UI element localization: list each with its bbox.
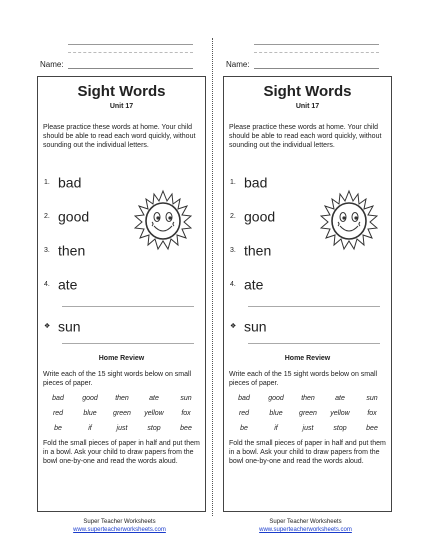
review-word: if [274,425,278,432]
footer [27,518,212,534]
word-item [230,275,263,292]
word-text: ate [244,276,264,293]
review-closing-text: Fold the small pieces of paper in half and put them in a bowl. Ask your child to draw papers from the bowl one-by-one and read the words aloud. [43,440,200,465]
review-word: just [302,425,314,432]
word-item [44,317,81,334]
review-word: fox [181,410,191,417]
unit-label: Unit 17 [109,103,134,110]
separator-line [62,343,194,344]
review-word-row [42,425,202,440]
smiling-sun-icon [134,189,192,251]
word-text: sun [244,318,267,335]
intro-text: Please practice these words at home. Your child should be able to read each word quickly, without sounding out the individual letters. [43,124,196,149]
word-number: 1. [44,178,50,186]
card-title: Sight Words [263,83,352,100]
diamond-bullet-icon: ❖ [44,323,51,331]
review-word: bee [366,425,378,432]
word-number: 3. [44,246,50,254]
review-word: fox [367,410,377,417]
smiling-sun-icon [320,189,378,251]
worksheet-left [27,0,212,550]
review-word: if [88,425,92,432]
word-text: sun [58,318,81,335]
word-text: good [58,208,90,225]
word-item [44,207,89,224]
footer-brand: Super Teacher Worksheets [83,519,156,525]
word-text: good [244,208,276,225]
review-word: then [301,395,315,402]
word-item [44,241,85,258]
review-word: sun [366,395,378,402]
name-line [254,68,379,69]
footer [213,518,398,534]
word-item [230,207,275,224]
review-word: green [113,410,131,417]
review-word: ate [335,395,345,402]
review-word-row [42,395,202,410]
review-word: red [238,410,250,417]
review-word-grid [228,395,388,440]
review-word-row [228,410,388,425]
review-word: blue [269,410,283,417]
review-word: red [52,410,64,417]
sight-words-card [223,76,392,512]
sight-words-card [37,76,206,512]
review-word: bad [238,395,250,402]
header-line [254,44,379,45]
review-closing-text: Fold the small pieces of paper in half and put them in a bowl. Ask your child to draw papers from the bowl one-by-one and read the words aloud. [229,440,386,465]
card-title: Sight Words [77,83,166,100]
word-text: then [58,242,86,259]
word-item [44,275,77,292]
review-word: bee [180,425,192,432]
review-word-row [42,410,202,425]
review-word: sun [180,395,192,402]
footer-url-link[interactable]: www.superteacherworksheets.com [73,527,166,533]
review-word: green [299,410,317,417]
review-word: be [54,425,62,432]
review-word-row [228,425,388,440]
diamond-bullet-icon: ❖ [230,323,237,331]
separator-line [248,306,380,307]
word-text: ate [58,276,78,293]
review-instructions: Write each of the 15 sight words below on small pieces of paper. [43,371,192,387]
review-word: yellow [144,410,164,417]
review-word: blue [83,410,97,417]
name-label: Name: [226,60,250,69]
word-number: 3. [230,246,236,254]
review-word: stop [147,425,161,432]
word-text: then [244,242,272,259]
review-word: yellow [330,410,350,417]
word-number: 2. [230,212,236,220]
header-dashed-line [68,52,193,53]
word-number: 4. [230,280,236,288]
review-word: stop [333,425,347,432]
unit-label: Unit 17 [295,103,320,110]
review-word: good [82,395,98,402]
review-word: then [115,395,129,402]
word-item [230,241,271,258]
separator-line [62,306,194,307]
header-line [68,44,193,45]
name-line [68,68,193,69]
header-dashed-line [254,52,379,53]
review-word-grid [42,395,202,440]
intro-text: Please practice these words at home. Your child should be able to read each word quickly, without sounding out the individual letters. [229,124,382,149]
review-word: just [116,425,128,432]
footer-brand: Super Teacher Worksheets [269,519,342,525]
review-word: good [268,395,284,402]
review-word: ate [149,395,159,402]
review-word: be [240,425,248,432]
word-number: 1. [230,178,236,186]
review-word: bad [52,395,64,402]
word-number: 4. [44,280,50,288]
home-review-title: Home Review [98,355,145,362]
footer-url-link[interactable]: www.superteacherworksheets.com [259,527,352,533]
word-item [44,173,81,190]
word-item [230,317,267,334]
word-text: bad [244,174,268,191]
review-word-row [228,395,388,410]
word-text: bad [58,174,82,191]
home-review-title: Home Review [284,355,331,362]
review-instructions: Write each of the 15 sight words below on small pieces of paper. [229,371,378,387]
separator-line [248,343,380,344]
worksheet-right [213,0,398,550]
name-label: Name: [40,60,64,69]
word-item [230,173,267,190]
word-number: 2. [44,212,50,220]
